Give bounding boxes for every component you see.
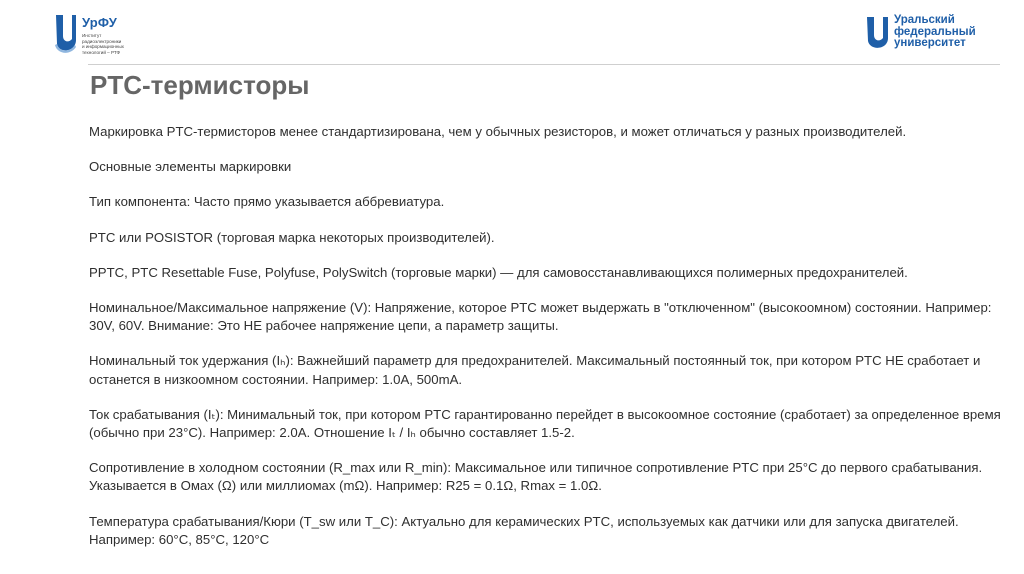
paragraph: Сопротивление в холодном состоянии (R_max или R_min): Максимальное или типичное сопротивление PTC при 25°C до первого срабатывания. Указывается в Омах (Ω) или миллиомах (mΩ). Например: R25 = 0.1Ω, Rmax = 1.0Ω. <box>89 460 983 494</box>
urfu-u-icon <box>866 16 890 50</box>
paragraph: Номинальное/Максимальное напряжение (V): Напряжение, которое PTC может выдержать в "отключенном" (высокоомном) состоянии. Например: 30V, 60V. Внимание: Это НЕ рабочее напряжение цепи, а параметр защиты. <box>89 300 992 334</box>
slide-title: PTC-термисторы <box>90 70 310 100</box>
paragraph: Маркировка PTC-термисторов менее стандартизирована, чем у обычных резисторов, и может отличаться у разных производителей. <box>89 124 907 139</box>
slide-body <box>89 123 1014 566</box>
logo-subtitle: Институт радиоэлектроники и информационных технологий – РТФ <box>82 33 124 55</box>
urfu-u-icon <box>54 14 78 54</box>
logo-brand: УрФУ <box>82 15 118 30</box>
university-name: Уральский федеральный университет <box>894 14 976 49</box>
header-divider <box>88 64 1000 65</box>
paragraph: PPTC, PTC Resettable Fuse, Polyfuse, PolySwitch (торговые марки) — для самовосстанавливающихся полимерных предохранителей. <box>89 264 908 280</box>
paragraph: Номинальный ток удержания (Iₕ): Важнейший параметр для предохранителей. Максимальный постоянный ток, при котором PTC НЕ сработает и останется в низкоомном состоянии. Например: 1.0A, 500mA. <box>89 353 981 387</box>
paragraph: Ток срабатывания (Iₜ): Минимальный ток, при котором PTC гарантированно перейдет в высокоомное состояние (сработает) за определенное время (обычно при 23°C). Например: 2.0A. Отношение Iₜ / Iₕ обычно составляет 1.5-2. <box>89 406 1001 441</box>
urfu-university-logo <box>866 15 986 55</box>
paragraph: Температура срабатывания/Кюри (T_sw или T_C): Актуально для керамических PTC, используемых как датчики или для запуска двигателей. Например: 60°C, 85°C, 120°C <box>89 513 959 547</box>
paragraph: Основные элементы маркировки <box>89 159 292 175</box>
urfu-institute-logo <box>54 14 154 58</box>
paragraph: Тип компонента: Часто прямо указывается аббревиатура. <box>89 194 445 210</box>
paragraph: PTC или POSISTOR (торговая марка некоторых производителей). <box>89 229 495 245</box>
